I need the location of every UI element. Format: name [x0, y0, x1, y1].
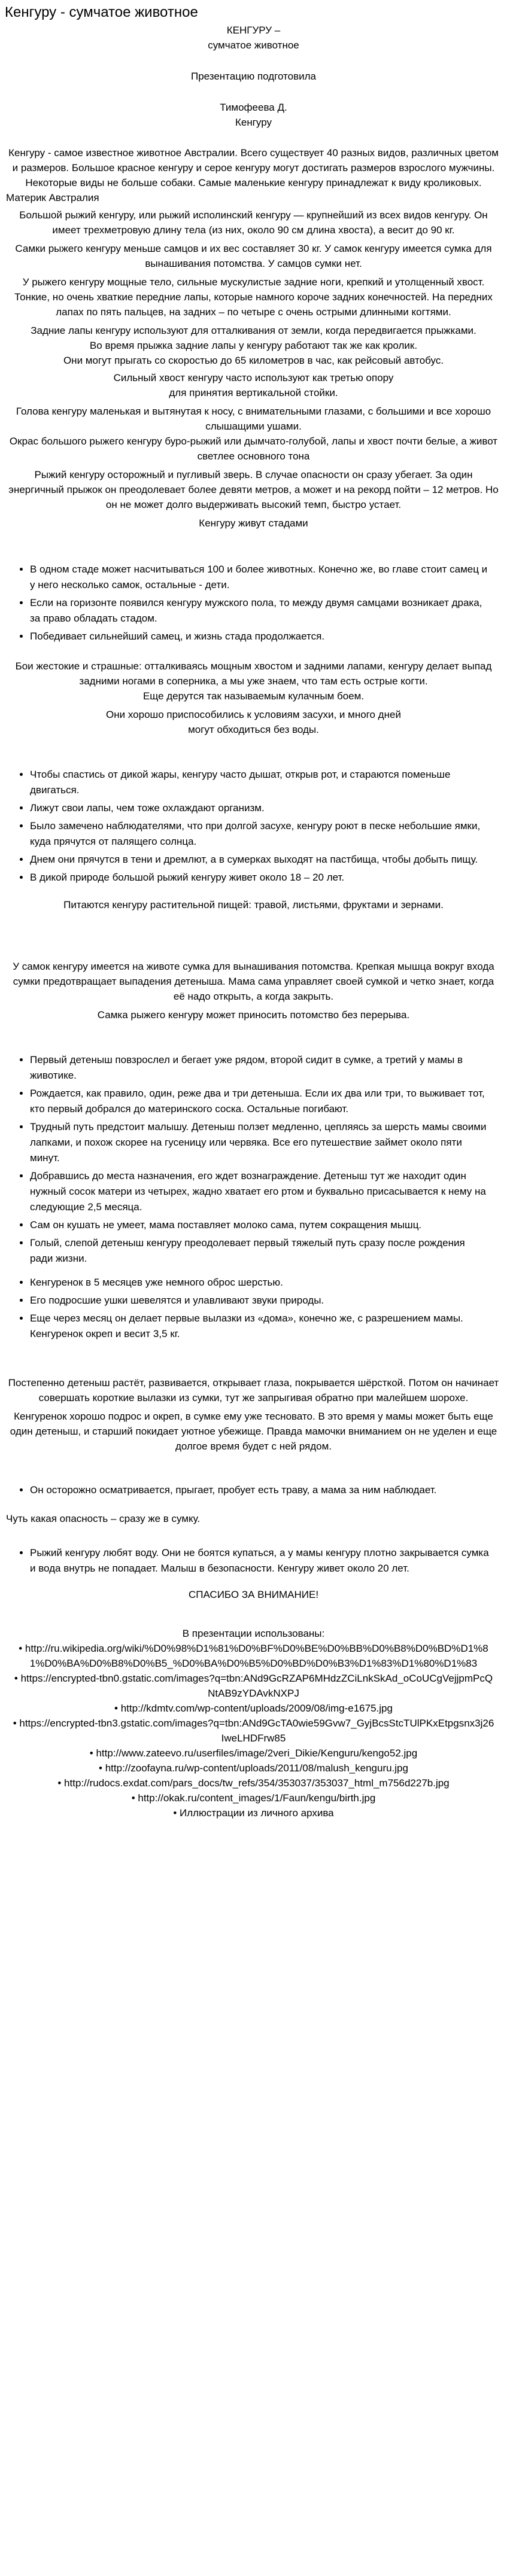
list-item: • Кенгуренок в 5 месяцев уже немного оброс шерстью.	[30, 1275, 489, 1290]
source-link[interactable]: • https://encrypted-tbn3.gstatic.com/images?q=tbn:ANd9GcTA0wie59Gvw7_GyjBcsStcTUlPKxEtpgsnx3j26IweLHDFrw85	[12, 1716, 495, 1746]
thanks-text: СПАСИБО ЗА ВНИМАНИЕ!	[188, 1589, 319, 1600]
list-item: • Рыжий кенгуру любят воду. Они не боятся купаться, а у мамы кенгуру плотно закрывается сумка и вода внутрь не попадает. Малыш в безопасности. Кенгуру живет около 20 лет.	[30, 1545, 489, 1576]
list-item: • Чтобы спастись от дикой жары, кенгуру часто дышат, открыв рот, и стараются поменьше двигаться.	[30, 767, 489, 798]
list-explore	[0, 1482, 507, 1498]
paragraph-danger: Чуть какая опасность – сразу же в сумку.	[6, 1513, 201, 1524]
paragraph-drought: Они хорошо приспособились к условиям засухи, и много дней могут обходиться без воды.	[106, 709, 401, 735]
source-link[interactable]: • http://ru.wikipedia.org/wiki/%D0%98%D1%81%D0%BF%D0%BE%D0%BB%D0%B8%D0%BD%D1%81%D0%BA%D0%B8%D0%B5_%D0%BA%D0%B5%D0%BD%D0%B3%D1%83%D1%80%D1%83	[12, 1641, 495, 1671]
source-link[interactable]: • http://okak.ru/content_images/1/Faun/kengu/birth.jpg	[12, 1791, 495, 1805]
paragraph-fights: Бои жестокие и страшные: отталкиваясь мощным хвостом и задними лапами, кенгуру делает выпад задними ногами в соперника, а мы уже знаем, что там есть острые когти. Еще дерутся так называемым кулачным боем.	[15, 660, 492, 702]
source-link[interactable]: • https://encrypted-tbn0.gstatic.com/images?q=tbn:ANd9GcRZAP6MHdzZCiLnkSkAd_oCoUCgVejjpmPcQNtAB9zYDAvkNXPJ	[12, 1671, 495, 1701]
source-link[interactable]: • http://kdmtv.com/wp-content/uploads/2009/08/img-e1675.jpg	[12, 1701, 495, 1716]
paragraph-leaving: Кенгуренок хорошо подрос и окреп, в сумке ему уже тесновато. В это время у мамы может быть еще один детеныш, и старший покидает уютное убежище. Правда мамочки вниманием он не уделен и еще долгое время будет с ней рядом.	[10, 1411, 497, 1452]
source-link[interactable]: • http://www.zateevo.ru/userfiles/image/2veri_Dikie/Kenguru/kengo52.jpg	[12, 1746, 495, 1761]
paragraph-food: Питаются кенгуру растительной пищей: травой, листьями, фруктами и зернами.	[63, 899, 444, 911]
list-herd	[0, 562, 507, 644]
section-label: Материк Австралия	[6, 192, 99, 203]
paragraph-red-kangaroo: Большой рыжий кенгуру, или рыжий исполинский кенгуру — крупнейший из всех видов кенгуру. Он имеет трехметровую длину тела (из них, около 90 см длина хвоста), а весит до 90 кг.	[19, 209, 488, 236]
sources-label: В презентации использованы:	[182, 1628, 325, 1639]
paragraph-pouch: У самок кенгуру имеется на животе сумка для вынашивания потомства. Крепкая мышца вокруг входа сумки предотвращает выпадения детеныша. Мама сама управляет своей сумкой и четко знает, когда её надо открыть, а когда закрыть.	[13, 961, 494, 1002]
list-item: • Он осторожно осматривается, прыгает, пробует есть траву, а мама за ним наблюдает.	[30, 1482, 489, 1498]
author-name: Тимофеева Д.	[220, 102, 287, 113]
list-item: • Голый, слепой детеныш кенгуру преодолевает первый тяжелый путь сразу после рождения ради жизни.	[30, 1235, 489, 1266]
paragraph-legs: Задние лапы кенгуру используют для отталкивания от земли, когда передвигается прыжками. Во время прыжка задние лапы у кенгуру работают так же как кролик. Они могут прыгать со скоростью до 65 километров в час, как рейсовый автобус.	[31, 325, 476, 366]
list-water	[0, 1545, 507, 1576]
source-link[interactable]: • http://zoofayna.ru/wp-content/uploads/2011/08/malush_kenguru.jpg	[12, 1761, 495, 1776]
paragraph-intro: Кенгуру - самое известное животное Австралии. Всего существует 40 разных видов, различных цветом и размеров. Большое красное кенгуру и серое кенгуру могут достигать размеров взрослого мужчины. Некоторые виды не больше собаки. Самые маленькие кенгуру принадлежат к виду кроликовых.	[8, 147, 499, 188]
list-item: • Трудный путь предстоит малышу. Детеныш ползет медленно, цепляясь за шерсть мамы своими лапками, и похож скорее на гусеницу или червяка. Все его путешествие займет около пяти минут.	[30, 1119, 489, 1166]
topic-label: Кенгуру	[235, 117, 272, 128]
paragraph-tail: Сильный хвост кенгуру часто используют как третью опору для принятия вертикальной стойки.	[113, 372, 394, 398]
prepared-by: Презентацию подготовила	[190, 71, 317, 82]
list-item: • Еще через месяц он делает первые вылазки из «дома», конечно же, с разрешением мамы. Кенгуренок окреп и весит 3,5 кг.	[30, 1311, 489, 1342]
list-item: • Первый детеныш повзрослел и бегает уже рядом, второй сидит в сумке, а третий у мамы в животике.	[30, 1052, 489, 1083]
list-item: • Если на горизонте появился кенгуру мужского пола, то между двумя самцами возникает драка, за право обладать стадом.	[30, 595, 489, 626]
sources-list	[0, 1641, 507, 1820]
source-link[interactable]: • http://rudocs.exdat.com/pars_docs/tw_refs/354/353037/353037_html_m756d227b.jpg	[12, 1776, 495, 1791]
list-item: • Победивает сильнейший самец, и жизнь стада продолжается.	[30, 629, 489, 644]
paragraph-caution: Рыжий кенгуру осторожный и пугливый зверь. В случае опасности он сразу убегает. За один энергичный прыжок он преодолевает более девяти метров, а может и на рекорд пойти – 12 метров. Но он не может долго выдерживать высокий темп, быстро устает.	[8, 469, 499, 510]
paragraph-body: У рыжего кенгуру мощные тело, сильные мускулистые задние ноги, крепкий и утолщенный хвост. Тонкие, но очень хваткие передние лапы, которые намного короче задних конечностей. На передних лапах по пять пальцев, на задних – по четыре с очень острыми длинными когтями.	[14, 276, 493, 318]
list-item: • В одном стаде может насчитываться 100 и более животных. Конечно же, во главе стоит самец и у него несколько самок, остальные - дети.	[30, 562, 489, 593]
list-item: • Рождается, как правило, один, реже два и три детеныша. Если их два или три, то выживает тот, кто первый добрался до материнского соска. Остальные погибают.	[30, 1086, 489, 1117]
paragraph-offspring: Самка рыжего кенгуру может приносить потомство без перерыва.	[97, 1009, 410, 1021]
intro-heading: КЕНГУРУ – сумчатое животное	[208, 25, 299, 51]
list-item: • Добравшись до места назначения, его ждет вознаграждение. Детеныш тут же находит один нужный сосок матери из четырех, жадно хватает его ртом и буквально присасывается к нему на следующие 2,5 месяца.	[30, 1168, 489, 1215]
list-item: • Сам он кушать не умеет, мама поставляет молоко сама, путем сокращения мышц.	[30, 1217, 489, 1233]
list-item: • Его подросшие ушки шевелятся и улавливают звуки природы.	[30, 1293, 489, 1308]
list-item: • Днем они прячутся в тени и дремлют, а в сумерках выходят на пастбища, чтобы добыть пищу.	[30, 852, 489, 867]
paragraph-head: Голова кенгуру маленькая и вытянутая к носу, с внимательными глазами, с большими и все хорошо слышащими ушами. Окрас большого рыжего кенгуру буро-рыжий или дымчато-голубой, лапы и хвост почти белые, а живот светлее основного тона	[9, 406, 498, 462]
list-item: • Было замечено наблюдателями, что при долгой засухе, кенгуру роют в песке небольшие ямки, куда прячутся от палящего солнца.	[30, 818, 489, 849]
list-item: • В дикой природе большой рыжий кенгуру живет около 18 – 20 лет.	[30, 870, 489, 885]
list-birth	[0, 1052, 507, 1266]
paragraph-growing: Постепенно детеныш растёт, развивается, открывает глаза, покрывается шёрсткой. Потом он начинает совершать короткие вылазки из сумки, тут же запрыгивая обратно при малейшем шорохе.	[8, 1377, 499, 1403]
paragraph-herds: Кенгуру живут стадами	[199, 517, 308, 529]
list-item: • Лижут свои лапы, чем тоже охлаждают организм.	[30, 800, 489, 816]
page-title: Кенгуру - сумчатое животное	[5, 4, 198, 20]
list-growth	[0, 1275, 507, 1342]
source-note: • Иллюстрации из личного архива	[12, 1805, 495, 1820]
paragraph-females: Самки рыжего кенгуру меньше самцов и их вес составляет 30 кг. У самок кенгуру имеется сумка для вынашивания потомства. У самцов сумки нет.	[15, 243, 492, 269]
list-heat	[0, 767, 507, 885]
